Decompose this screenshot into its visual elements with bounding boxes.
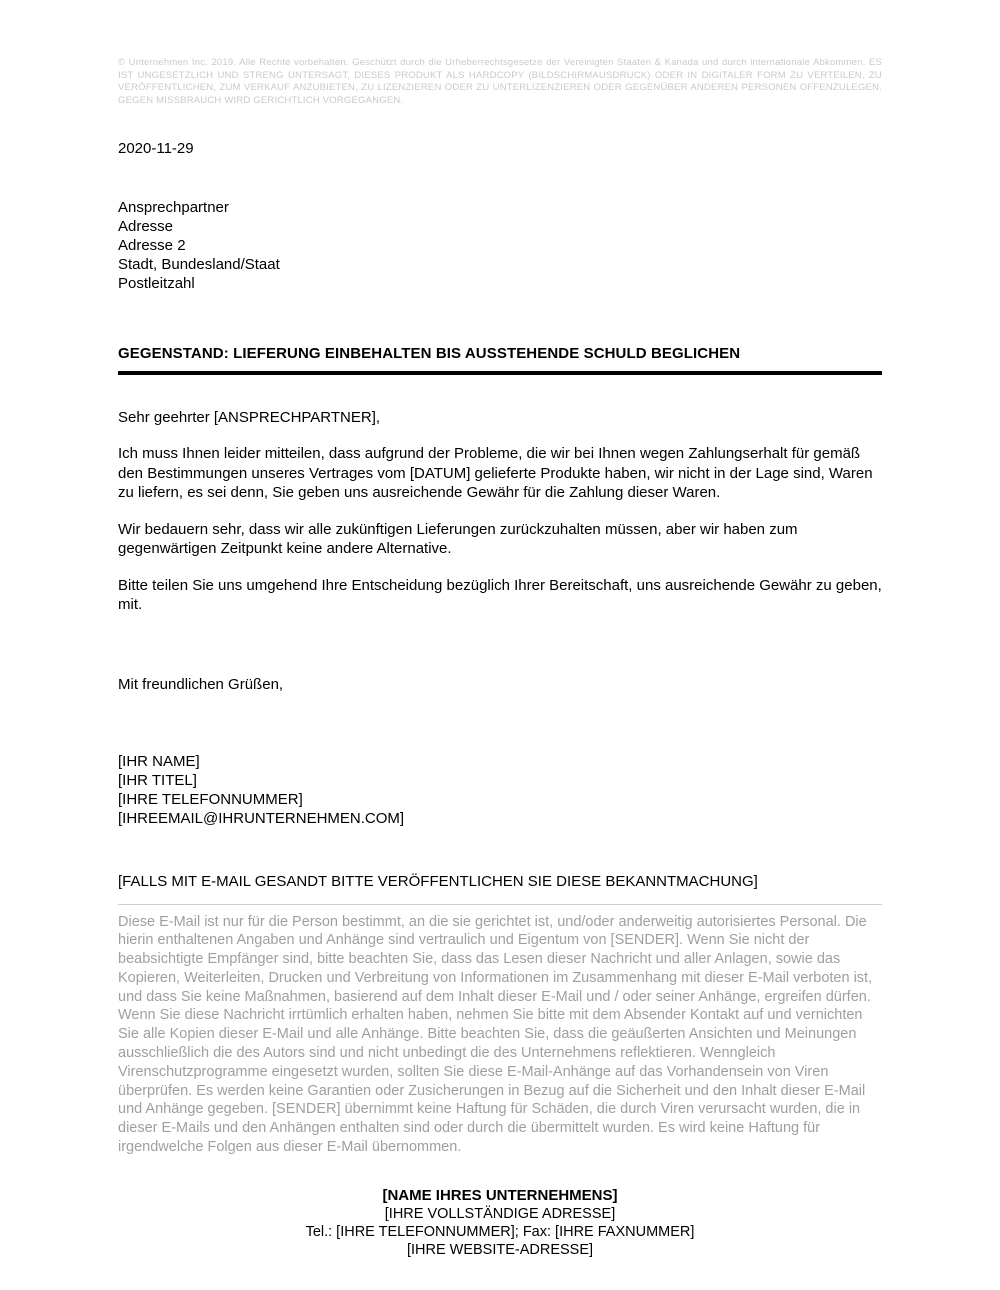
recipient-line: Stadt, Bundesland/Staat bbox=[118, 256, 280, 273]
email-notice: [FALLS MIT E-MAIL GESANDT BITTE VERÖFFENTLICHEN SIE DIESE BEKANNTMACHUNG] bbox=[118, 872, 758, 890]
footer-phone-fax: Tel.: [IHRE TELEFONNUMMER]; Fax: [IHRE FAXNUMMER] bbox=[305, 1223, 695, 1240]
body-paragraph: Bitte teilen Sie uns umgehend Ihre Entscheidung bezüglich Ihrer Bereitschaft, uns ausreichende Gewähr zu geben, mit. bbox=[118, 576, 882, 613]
body-paragraph: Ich muss Ihnen leider mitteilen, dass aufgrund der Probleme, die wir bei Ihnen wegen Zahlungserhalt für gemäß den Bestimmungen unseres Vertrages vom [DATUM] gelieferte Produkte haben, wir nicht in der Lage sind, Waren zu liefern, es sei denn, Sie geben uns ausreichende Gewähr für die Zahlung dieser Waren. bbox=[118, 445, 873, 501]
copyright-watermark: © Unternehmen Inc. 2019. Alle Rechte vorbehalten. Geschützt durch die Urheberrechtsgesetze der Vereinigten Staaten & Kanada und durch internationale Abkommen. ES IST UNGESETZLICH UND STRENG UNTERSAGT, DIESES PRODUKT ALS HARDCOPY (BILDSCHIRMAUSDRUCK) ODER IN DIGITALER FORM ZU VERTEILEN, ZU VERÖFFENTLICHEN, ZUM VERKAUF ANZUBIETEN, ZU LIZENZIEREN ODER ZU UNTERLIZENZIEREN ODER GEGENÜBER ANDEREN PERSONEN OFFENZULEGEN. GEGEN MISSBRAUCH WIRD GERICHTLICH VORGEGANGEN. bbox=[118, 57, 882, 106]
closing-phrase: Mit freundlichen Grüßen, bbox=[118, 675, 284, 693]
recipient-line: Adresse 2 bbox=[118, 237, 186, 254]
signature-block bbox=[118, 752, 882, 828]
body-paragraph: Wir bedauern sehr, dass wir alle zukünftigen Lieferungen zurückzuhalten müssen, aber wir haben zum gegenwärtigen Zeitpunkt keine andere Alternative. bbox=[118, 520, 798, 557]
recipient-block bbox=[118, 198, 882, 293]
footer-company-name: [NAME IHRES UNTERNEHMENS] bbox=[382, 1186, 618, 1204]
signature-line: [IHRE TELEFONNUMMER] bbox=[118, 790, 303, 808]
disclaimer-divider bbox=[118, 904, 882, 905]
signature-line: [IHR TITEL] bbox=[118, 771, 197, 789]
recipient-line: Adresse bbox=[118, 218, 174, 235]
subject-heading: GEGENSTAND: LIEFERUNG EINBEHALTEN BIS AUSSTEHENDE SCHULD BEGLICHEN bbox=[118, 345, 882, 375]
footer-website: [IHRE WEBSITE-ADRESSE] bbox=[406, 1241, 594, 1258]
signature-line: [IHREEMAIL@IHRUNTERNEHMEN.COM] bbox=[118, 809, 405, 827]
disclaimer-text: Diese E-Mail ist nur für die Person bestimmt, an die sie gerichtet ist, und/oder anderweitig autorisiertes Personal. Die hierin enthaltenen Angaben und Anhänge sind vertraulich und Eigentum von [SENDER]. Wenn Sie nicht der beabsichtigte Empfänger sind, bitte beachten Sie, dass das Lesen dieser Nachricht und aller Anlagen, sowie das Kopieren, Weiterleiten, Drucken und Verbreitung von Informationen im Zusammenhang mit dieser E-Mail verboten ist, und dass Sie keine Maßnahmen, basierend auf dem Inhalt dieser E-Mail und / oder seiner Anhänge, ergreifen dürfen. Wenn Sie diese Nachricht irrtümlich erhalten haben, nehmen Sie bitte mit dem Absender Kontakt auf und vernichten Sie alle Kopien dieser E-Mail und alle Anhänge. Bitte beachten Sie, dass die geäußerten Ansichten und Meinungen ausschließlich die des Autors sind und nicht unbedingt die des Unternehmens reflektieren. Wenngleich Virenschutzprogramme eingesetzt wurden, sollten Sie diese E-Mail-Anhänge auf das Vorhandensein von Viren überprüfen. Es werden keine Garantien oder Zusicherungen in Bezug auf die Sicherheit und den Inhalt dieser E-Mail und Anhänge gegeben. [SENDER] übernimmt keine Haftung für Schäden, die durch Viren verursacht wurden, die in dieser E-Mails und den Anhängen enthalten sind oder durch die übermittelt wurden. Es wird keine Haftung für irgendwelche Folgen aus dieser E-Mail übernommen. bbox=[118, 913, 873, 1156]
salutation: Sehr geehrter [ANSPRECHPARTNER], bbox=[118, 409, 381, 426]
recipient-line: Postleitzahl bbox=[118, 275, 195, 292]
signature-line: [IHR NAME] bbox=[118, 752, 200, 770]
letter-date: 2020-11-29 bbox=[118, 140, 194, 157]
recipient-line: Ansprechpartner bbox=[118, 199, 229, 216]
footer-address: [IHRE VOLLSTÄNDIGE ADRESSE] bbox=[384, 1205, 616, 1222]
company-footer bbox=[118, 1187, 882, 1259]
